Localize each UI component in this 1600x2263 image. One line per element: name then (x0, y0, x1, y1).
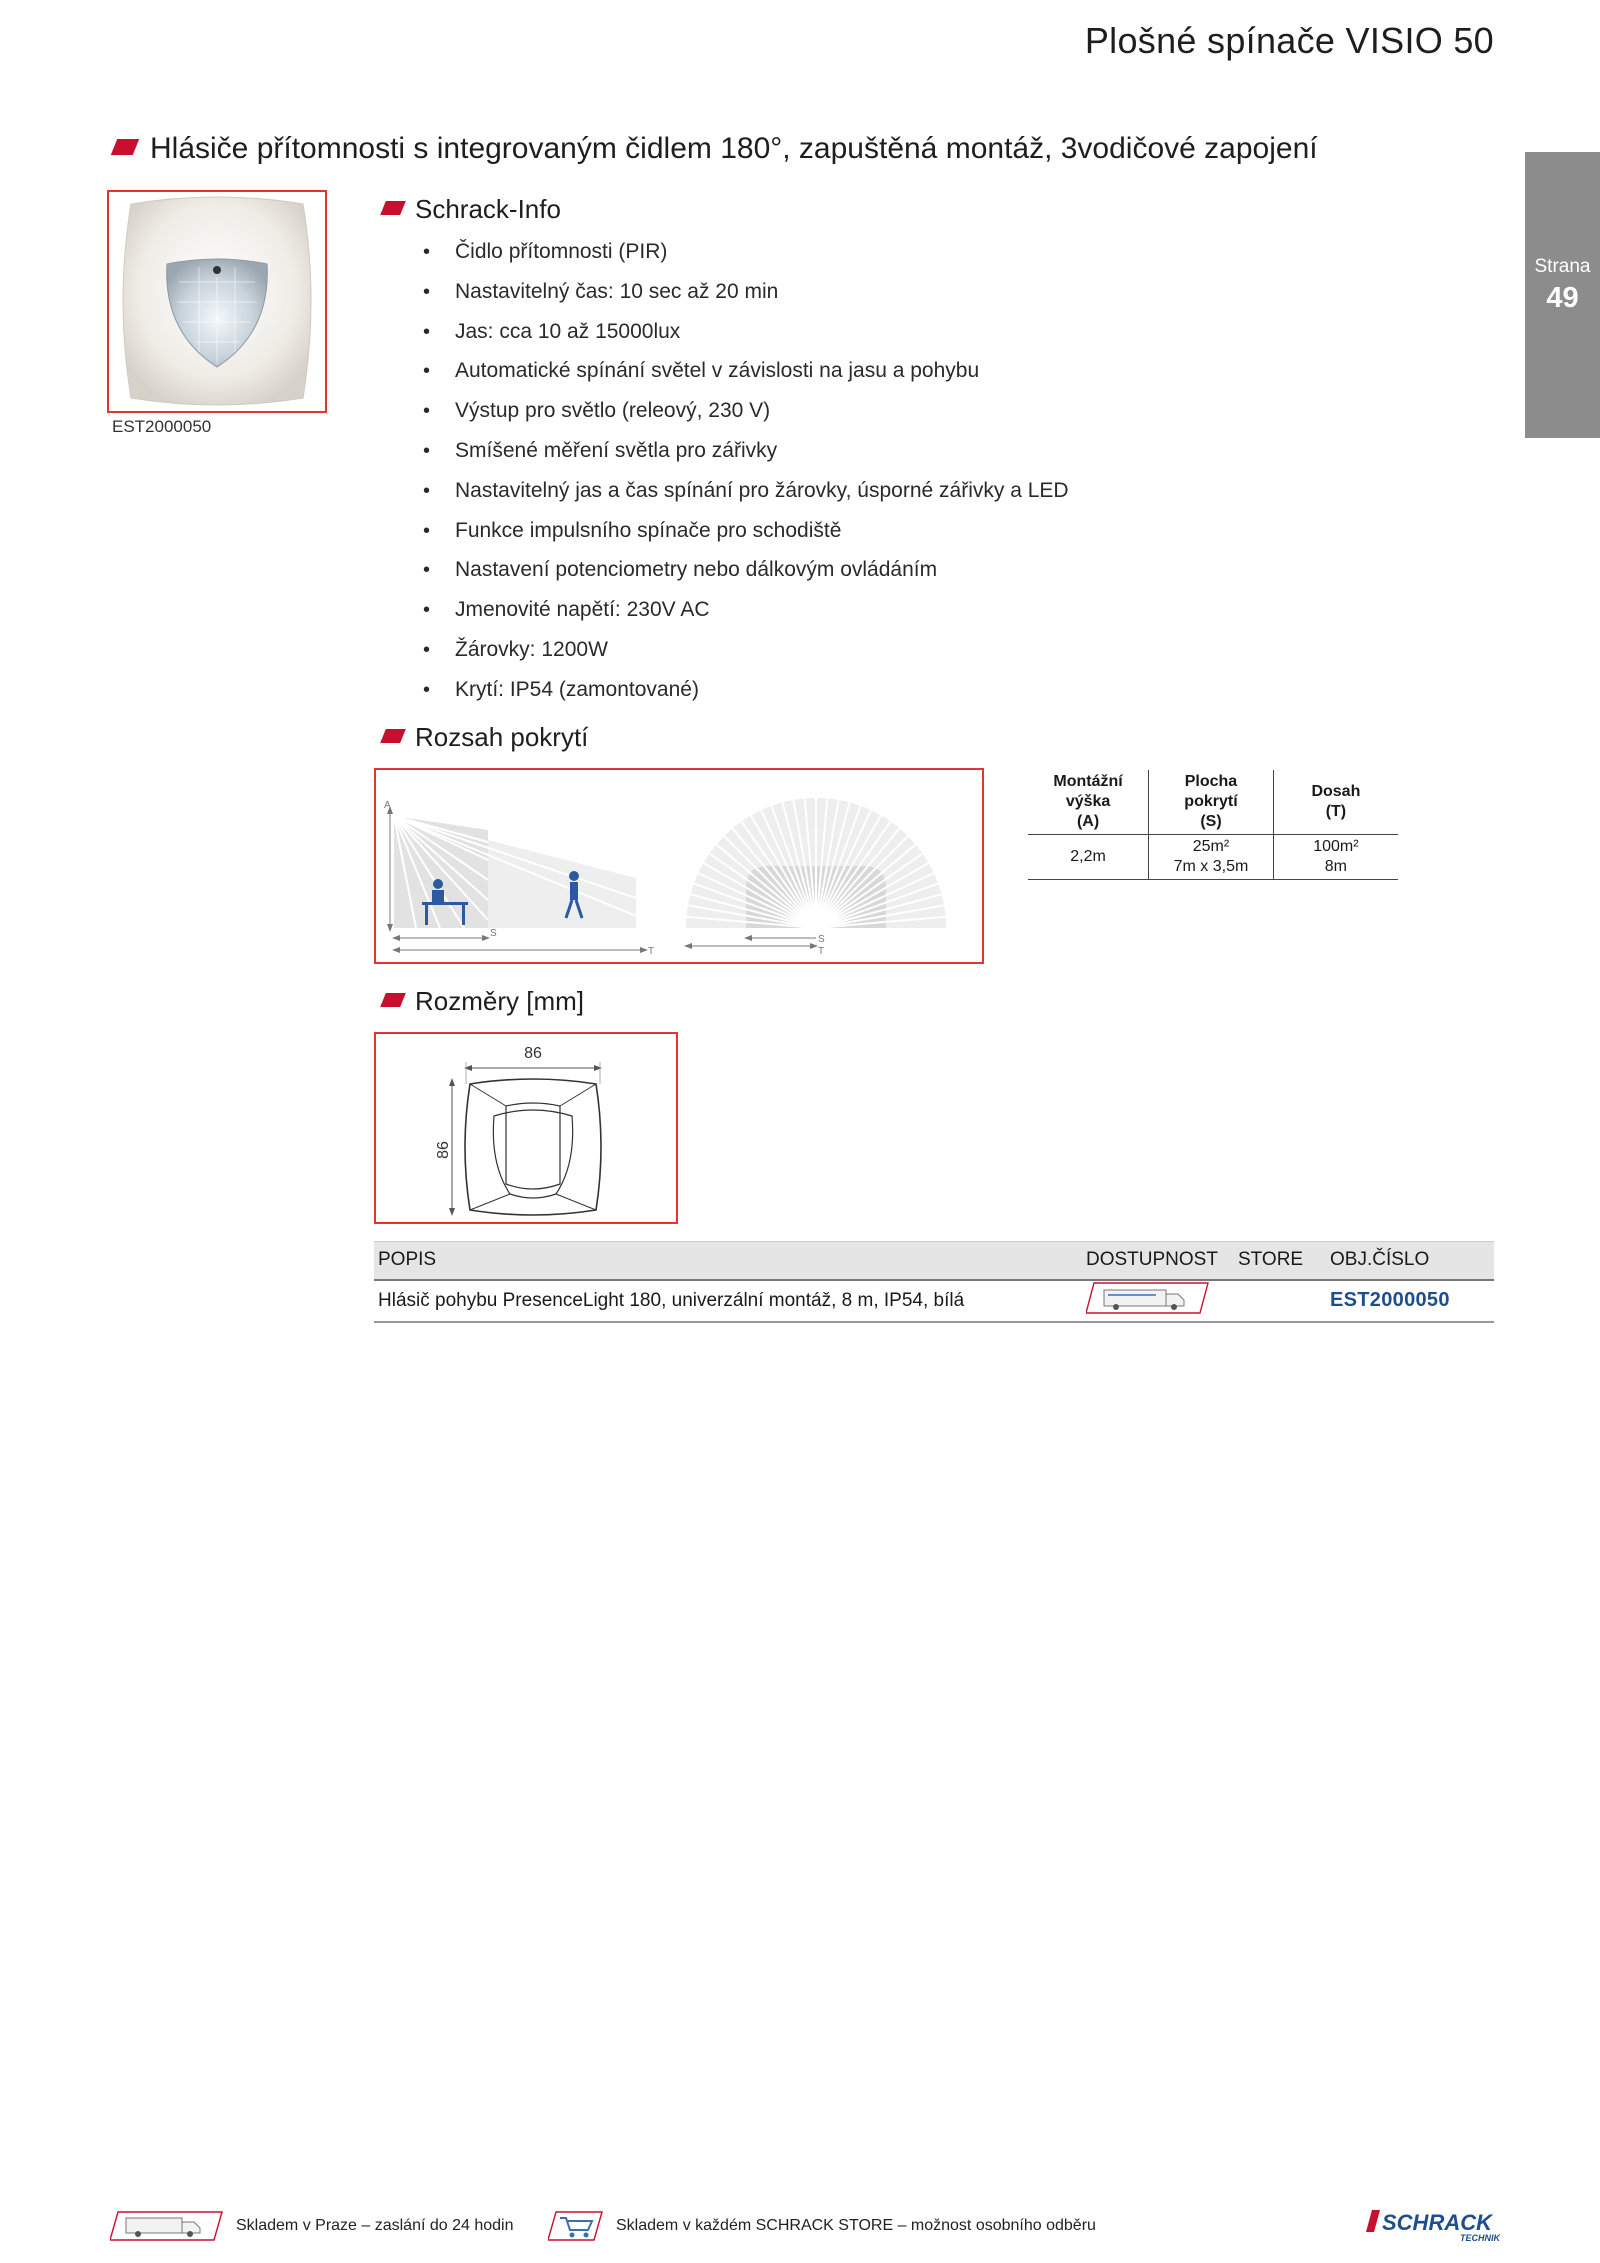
col-header-height (1028, 770, 1149, 835)
coverage-heading (383, 722, 588, 753)
header-line: pokrytí (1184, 793, 1238, 810)
footer-stock-store: Skladem v každém SCHRACK STORE – možnost osobního odběru (616, 2217, 1096, 2234)
col-header-order-number: OBJ.ČÍSLO (1326, 1242, 1494, 1280)
coverage-heading-text: Rozsah pokrytí (415, 722, 589, 752)
header-line: (A) (1076, 813, 1100, 830)
dimensions-svg (376, 1034, 676, 1222)
coverage-diagram (374, 768, 984, 964)
cell-line: 100m² (1313, 838, 1359, 855)
feature-list (423, 238, 1069, 716)
side-view (384, 800, 654, 957)
table-header-row (374, 1242, 1494, 1280)
header-line: (S) (1200, 813, 1222, 830)
table-row (374, 1280, 1494, 1322)
coverage-table (1028, 770, 1398, 880)
dimensions-heading-text: Rozměry [mm] (415, 986, 584, 1016)
order-number-link[interactable]: EST2000050 (1326, 1280, 1494, 1322)
product-image (107, 190, 327, 413)
list-item: • Automatické spínání světel v závislosti na jasu a pohybu (423, 357, 1069, 397)
header-line: Dosah (1311, 783, 1361, 800)
list-item: • Nastavení potenciometry nebo dálkovým ovládáním (423, 556, 1069, 596)
label-s: S (490, 928, 497, 939)
list-item: • Žárovky: 1200W (423, 636, 1069, 676)
page-number: 49 (1546, 282, 1579, 314)
cell-reach (1273, 835, 1398, 880)
list-item: • Funkce impulsního spínače pro schodiště (423, 517, 1069, 557)
red-marker-icon (380, 201, 406, 215)
dimensions-heading (383, 986, 584, 1017)
list-item: • Nastavitelný jas a čas spínání pro žárovky, úsporné zářivky a LED (423, 477, 1069, 517)
label-t-top: T (818, 946, 825, 957)
width-label: 86 (524, 1045, 542, 1062)
col-header-store: STORE (1234, 1242, 1326, 1280)
product-code: EST2000050 (112, 417, 212, 436)
dimensions-drawing (374, 1032, 678, 1224)
info-heading (383, 194, 561, 225)
cell-height: 2,2m (1028, 835, 1149, 880)
table-row (1028, 835, 1398, 880)
store-cell (1234, 1280, 1326, 1322)
label-a: A (384, 800, 391, 811)
product-table (374, 1241, 1494, 1323)
shopping-cart-icon (548, 2210, 604, 2242)
col-header-description: POPIS (374, 1242, 1082, 1280)
footer-stock-prague: Skladem v Praze – zaslání do 24 hodin (236, 2217, 514, 2234)
red-marker-icon (380, 729, 406, 743)
availability-cell (1082, 1280, 1234, 1322)
label-s-top: S (818, 934, 825, 945)
logo-subtext: TECHNIK (1460, 2233, 1500, 2243)
list-item: • Krytí: IP54 (zamontované) (423, 676, 1069, 716)
list-item: • Čidlo přítomnosti (PIR) (423, 238, 1069, 278)
cell-area (1149, 835, 1274, 880)
list-item: • Smíšené měření světla pro zářivky (423, 437, 1069, 477)
top-view (684, 798, 946, 957)
list-item: • Jas: cca 10 až 15000lux (423, 318, 1069, 358)
delivery-truck-icon (110, 2210, 224, 2242)
red-marker-icon (380, 993, 406, 1007)
label-t: T (648, 946, 655, 957)
cell-line: 8m (1324, 858, 1348, 875)
col-header-availability: DOSTUPNOST (1082, 1242, 1234, 1280)
height-label: 86 (435, 1141, 452, 1159)
col-header-area (1149, 770, 1274, 835)
product-description: Hlásič pohybu PresenceLight 180, univerzální montáž, 8 m, IP54, bílá (374, 1280, 1082, 1322)
delivery-truck-icon (1086, 1281, 1210, 1315)
page-tab (1525, 152, 1600, 438)
coverage-diagram-svg (376, 770, 982, 962)
presence-detector-illustration (109, 192, 325, 411)
header-line: Montážní (1053, 773, 1123, 790)
section-title-text: Hlásiče přítomnosti s integrovaným čidlem 180°, zapuštěná montáž, 3vodičové zapojení (150, 132, 1318, 165)
header-line: Plocha (1184, 773, 1238, 790)
red-marker-icon (111, 139, 139, 155)
cell-line: 7m x 3,5m (1173, 858, 1249, 875)
list-item: • Nastavitelný čas: 10 sec až 20 min (423, 278, 1069, 318)
cell-line: 25m² (1192, 838, 1230, 855)
header-line: výška (1065, 793, 1111, 810)
footer (0, 2206, 1600, 2246)
list-item: • Výstup pro světlo (releový, 230 V) (423, 397, 1069, 437)
page-tab-label: Strana (1534, 256, 1591, 277)
page-title: Plošné spínače VISIO 50 (1084, 20, 1494, 61)
col-header-reach (1273, 770, 1398, 835)
section-title (114, 132, 1318, 166)
logo-text: SCHRACK (1382, 2210, 1492, 2235)
header-line: (T) (1325, 803, 1347, 820)
schrack-logo (1366, 2210, 1506, 2244)
info-heading-text: Schrack-Info (415, 194, 561, 224)
list-item: • Jmenovité napětí: 230V AC (423, 596, 1069, 636)
